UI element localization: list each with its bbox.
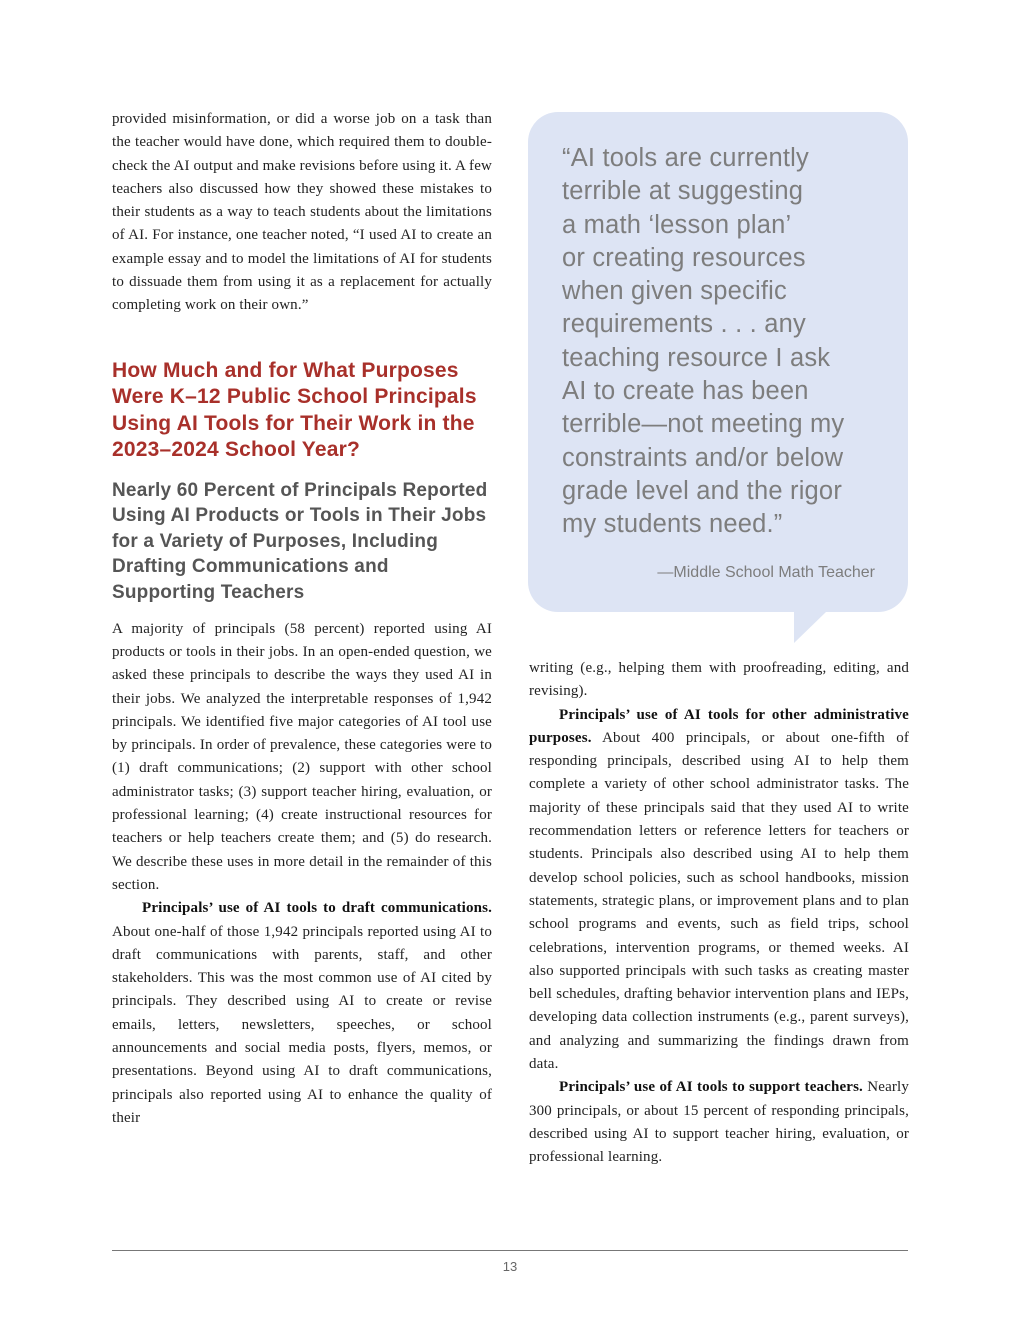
quote-line: terrible at suggesting [562, 177, 804, 206]
continuation-paragraph: writing (e.g., helping them with proofreading, editing, and revising). [529, 660, 909, 700]
speech-bubble-tail-icon [794, 611, 827, 643]
body-paragraph: A majority of principals (58 percent) reported using AI products or tools in their jobs. In an open-ended question, we asked these principals to describe the ways they used AI in their jobs. We analyzed the interpretable responses of 1,942 principals. We identified five major categories of AI tool use by principals. In order of prevalence, these categories were to (1) draft communications; (2) support with other school administrator tasks; (3) support teacher hiring, evaluation, or professional learning; (4) create instructional resources for teachers or help teachers create them; and (5) do research. We describe these uses in more detail in the remainder of this section. [112, 620, 492, 893]
quote-line: my students need.” [562, 510, 783, 539]
footer-divider [112, 1250, 908, 1251]
section-heading: How Much and for What Purposes Were K–12 Public School Principals Using AI Tools for Their Work in the 2023–2024 School Year? [112, 358, 477, 462]
intro-paragraph: provided misinformation, or did a worse job on a task than the teacher would have done, which required them to double-check the AI output and make revisions before using it. A few teachers also discussed how they showed these mistakes to their students as a way to teach students about the limitations of AI. For instance, one teacher noted, “I used AI to create an example essay and to model the limitations of AI for students to dissuade them from using it as a replacement for actually completing work on their own.” [112, 111, 492, 314]
pull-quote-text [562, 142, 878, 542]
quote-line: teaching resource I ask [562, 343, 831, 372]
pull-quote-bubble [528, 112, 908, 612]
subheading: Nearly 60 Percent of Principals Reported Using AI Products or Tools in Their Jobs for a Variety of Purposes, Including Drafting Communications and Supporting Teachers [112, 479, 488, 604]
quote-line: when given specific [562, 277, 787, 306]
teachers-paragraph [529, 1076, 909, 1169]
left-column [112, 108, 492, 1130]
quote-attribution: —Middle School Math Teacher [657, 563, 875, 581]
quote-line: grade level and the rigor [562, 476, 843, 505]
admin-paragraph [529, 704, 909, 1077]
quote-line: or creating resources [562, 243, 806, 272]
page-number: 13 [502, 1259, 518, 1274]
teachers-text: Nearly 300 principals, or about 15 percent of responding principals, described using AI to support teacher hiring, evaluation, or professional learning. [529, 1079, 909, 1166]
comms-lead: Principals’ use of AI tools to draft communications. [142, 900, 492, 917]
comms-text: About one-half of those 1,942 principals reported using AI to draft communications with parents, staff, and other stakeholders. This was the most common use of AI cited by principals. They described using AI to create or revise emails, letters, newsletters, speeches, or school announcements and social media posts, flyers, memos, or presentations. Beyond using AI to draft communications, principals also reported using AI to enhance the quality of their [112, 923, 492, 1126]
quote-line: AI to create has been [562, 377, 809, 406]
quote-line: requirements . . . any [562, 310, 806, 339]
quote-line: constraints and/or below [562, 443, 844, 472]
teachers-lead: Principals’ use of AI tools to support teachers. [559, 1079, 863, 1096]
quote-line: a math ‘lesson plan’ [562, 210, 792, 239]
quote-line: “AI tools are currently [562, 144, 809, 172]
admin-lead: Principals’ use of AI tools for other administrative purposes. [529, 706, 909, 746]
comms-paragraph [112, 897, 492, 1130]
admin-text: About 400 principals, or about one-fifth of responding principals, described using AI to help them complete a variety of other school administrator tasks. The majority of these principals said that they used AI to write recommendation letters or reference letters for teachers or students. Principals also described using AI to help them develop school policies, such as school handbooks, mission statements, strategic plans, or improvement plans and to plan school programs and events, such as field trips, school celebrations, intervention programs, or themed weeks. AI also supported principals with such tasks as creating master bell schedules, drafting behavior intervention plans and IEPs, developing data collection instruments (e.g., parent surveys), and analyzing and summarizing the findings drawn from data. [529, 729, 909, 1073]
right-column [529, 657, 909, 1170]
quote-line: terrible—not meeting my [562, 410, 845, 439]
